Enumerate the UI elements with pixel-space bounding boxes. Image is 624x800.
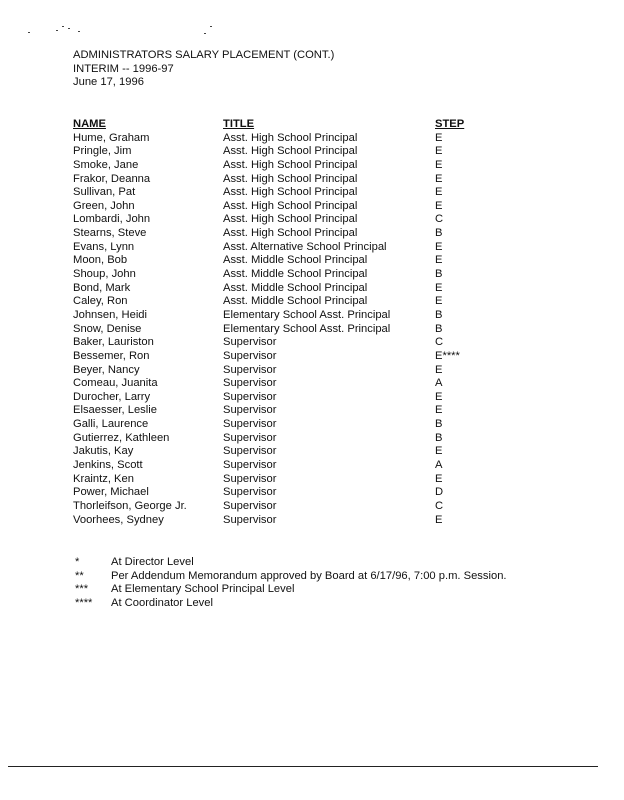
cell-title: Supervisor [223, 363, 277, 376]
table-row [73, 418, 493, 432]
cell-step: E [435, 363, 443, 376]
cell-title: Supervisor [223, 404, 277, 417]
cell-step: E [435, 445, 443, 458]
footnote [75, 597, 575, 611]
header-title: ADMINISTRATORS SALARY PLACEMENT (CONT.) [73, 49, 335, 61]
cell-step: A [435, 459, 443, 472]
table-row [73, 377, 493, 391]
cell-name: Galli, Laurence [73, 418, 149, 431]
cell-name: Bond, Mark [73, 281, 131, 294]
cell-step: E [435, 254, 443, 267]
table-row [73, 254, 493, 268]
cell-step: C [435, 213, 444, 226]
table-row [73, 159, 493, 173]
cell-step: E [435, 199, 443, 212]
cell-title: Asst. Middle School Principal [223, 254, 368, 267]
footnote-text: At Coordinator Level [111, 596, 213, 609]
footnote-text: At Director Level [111, 556, 194, 568]
table-row [73, 213, 493, 227]
table-row [73, 309, 493, 323]
cell-step: C [435, 499, 444, 512]
cell-name: Jakutis, Kay [73, 445, 134, 458]
header-date: June 17, 1996 [73, 76, 144, 88]
footnote [75, 583, 575, 597]
cell-title: Supervisor [223, 431, 277, 444]
cell-title: Supervisor [223, 349, 277, 362]
table-row [73, 486, 493, 500]
cell-step: E [435, 240, 443, 253]
table-row [73, 323, 493, 337]
cell-step: B [435, 431, 443, 444]
cell-name: Smoke, Jane [73, 158, 139, 171]
cell-name: Bessemer, Ron [73, 349, 150, 362]
cell-name: Beyer, Nancy [73, 363, 140, 376]
footnote-mark: **** [75, 596, 93, 609]
cell-step: E [435, 172, 443, 185]
cell-step: B [435, 308, 443, 321]
cell-step: E [435, 145, 443, 158]
cell-name: Comeau, Juanita [73, 377, 158, 390]
cell-title: Supervisor [223, 513, 277, 526]
cell-title: Supervisor [223, 499, 277, 512]
column-header-step: STEP [435, 118, 465, 130]
bottom-rule [8, 766, 598, 767]
cell-name: Stearns, Steve [73, 227, 147, 240]
table-row [73, 500, 493, 514]
cell-title: Elementary School Asst. Principal [223, 308, 391, 321]
column-header-name: NAME [73, 118, 106, 130]
cell-title: Asst. High School Principal [223, 199, 358, 212]
cell-title: Supervisor [223, 418, 277, 431]
footnote-text: At Elementary School Principal Level [111, 583, 295, 596]
footnote-mark: *** [75, 583, 89, 596]
cell-step: B [435, 268, 443, 281]
cell-title: Asst. High School Principal [223, 227, 358, 240]
cell-title: Asst. High School Principal [223, 145, 358, 158]
cell-step: E [435, 295, 443, 308]
cell-name: Caley, Ron [73, 295, 128, 308]
table-row [73, 459, 493, 473]
cell-name: Sullivan, Pat [73, 186, 136, 199]
column-header-title: TITLE [223, 118, 255, 130]
cell-name: Moon, Bob [73, 254, 128, 267]
cell-name: Hume, Graham [73, 131, 150, 144]
cell-name: Kraintz, Ken [73, 472, 134, 485]
table-row [73, 404, 493, 418]
cell-name: Power, Michael [73, 486, 149, 499]
cell-name: Thorleifson, George Jr. [73, 499, 187, 512]
cell-step: E [435, 472, 443, 485]
footnote-text: Per Addendum Memorandum approved by Board at 6/17/96, 7:00 p.m. Session. [111, 569, 507, 582]
cell-name: Evans, Lynn [73, 240, 135, 253]
cell-step: E [435, 390, 443, 403]
cell-title: Asst. High School Principal [223, 186, 358, 199]
cell-title: Asst. High School Principal [223, 158, 358, 171]
table-row [73, 227, 493, 241]
footnotes [75, 556, 575, 610]
placement-table [73, 118, 493, 527]
cell-title: Supervisor [223, 390, 277, 403]
cell-title: Asst. Middle School Principal [223, 281, 368, 294]
table-row [73, 336, 493, 350]
footnote-mark: * [75, 556, 80, 568]
cell-step: B [435, 418, 443, 431]
cell-name: Johnsen, Heidi [73, 308, 148, 321]
document-header [73, 49, 334, 90]
cell-name: Elsaesser, Leslie [73, 404, 157, 417]
cell-step: E [435, 186, 443, 199]
table-row [73, 473, 493, 487]
cell-title: Supervisor [223, 486, 277, 499]
table-row [73, 186, 493, 200]
cell-step: E [435, 158, 443, 171]
cell-title: Supervisor [223, 445, 277, 458]
cell-step: A [435, 377, 443, 390]
table-row [73, 132, 493, 146]
footnote-mark: ** [75, 569, 84, 582]
cell-title: Asst. High School Principal [223, 172, 358, 185]
table-row [73, 173, 493, 187]
cell-title: Elementary School Asst. Principal [223, 322, 391, 335]
cell-title: Supervisor [223, 459, 277, 472]
table-row [73, 391, 493, 405]
cell-name: Voorhees, Sydney [73, 513, 164, 526]
table-row [73, 295, 493, 309]
cell-step: E [435, 131, 443, 144]
cell-step: E [435, 513, 443, 526]
footnote [75, 570, 575, 584]
cell-name: Durocher, Larry [73, 390, 151, 403]
cell-title: Asst. High School Principal [223, 131, 358, 144]
table-row [73, 514, 493, 528]
cell-name: Frakor, Deanna [73, 172, 151, 185]
table-row [73, 445, 493, 459]
cell-name: Lombardi, John [73, 213, 151, 226]
cell-name: Green, John [73, 199, 135, 212]
cell-title: Supervisor [223, 472, 277, 485]
cell-title: Asst. High School Principal [223, 213, 358, 226]
cell-step: E [435, 281, 443, 294]
cell-step: E**** [435, 349, 460, 362]
table-row [73, 241, 493, 255]
cell-name: Gutierrez, Kathleen [73, 431, 170, 444]
cell-title: Supervisor [223, 336, 277, 349]
header-period: INTERIM -- 1996-97 [73, 62, 174, 75]
footnote [75, 556, 575, 570]
cell-step: B [435, 322, 443, 335]
cell-name: Shoup, John [73, 268, 136, 281]
cell-step: D [435, 486, 444, 499]
cell-name: Snow, Denise [73, 322, 142, 335]
scan-specks [28, 24, 228, 38]
cell-name: Baker, Lauriston [73, 336, 154, 349]
cell-title: Asst. Middle School Principal [223, 295, 368, 308]
table-row [73, 432, 493, 446]
table-row [73, 364, 493, 378]
table-row [73, 350, 493, 364]
table-header-row [73, 118, 493, 132]
table-row [73, 200, 493, 214]
cell-title: Asst. Alternative School Principal [223, 240, 387, 253]
table-row [73, 268, 493, 282]
cell-step: C [435, 336, 444, 349]
cell-name: Pringle, Jim [73, 145, 132, 158]
table-row [73, 145, 493, 159]
cell-step: E [435, 404, 443, 417]
cell-title: Asst. Middle School Principal [223, 268, 368, 281]
table-row [73, 282, 493, 296]
cell-name: Jenkins, Scott [73, 459, 143, 472]
cell-step: B [435, 227, 443, 240]
cell-title: Supervisor [223, 377, 277, 390]
